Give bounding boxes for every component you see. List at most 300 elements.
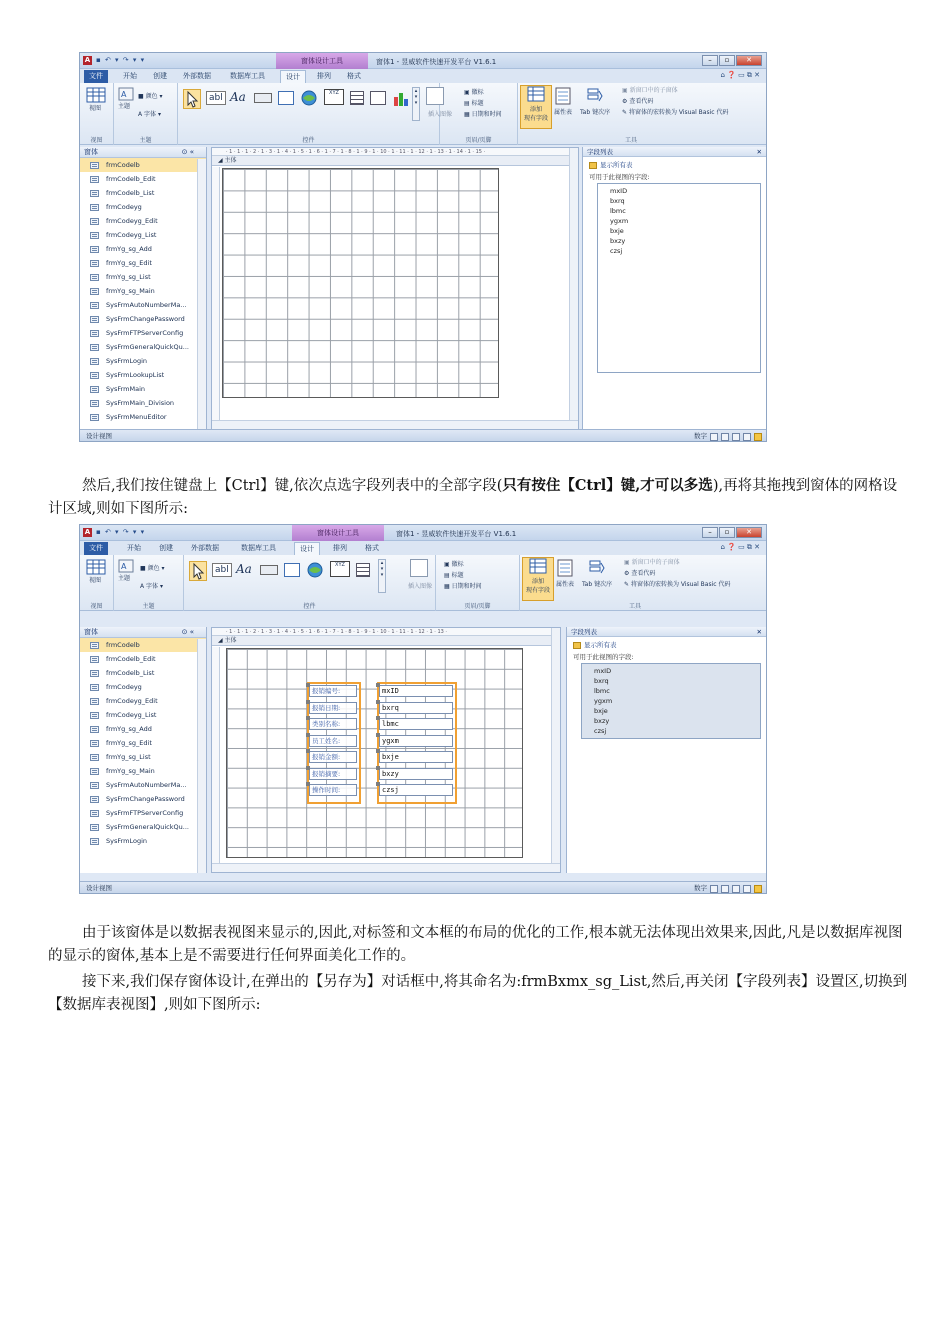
access-app-icon: A	[84, 528, 91, 536]
nav-scrollbar[interactable]	[197, 639, 206, 873]
nav-item-form[interactable]	[80, 764, 206, 778]
tab-home[interactable]: 开始	[123, 72, 137, 80]
add-fields-label-1: 添加	[529, 106, 542, 113]
field-textbox-control[interactable]: bxje	[379, 751, 453, 763]
nav-list	[80, 638, 206, 848]
quick-access-toolbar[interactable]: ▪ ↶ ▾ ↷ ▾ ▾	[96, 56, 146, 64]
list-control-icon[interactable]	[356, 563, 370, 577]
view-button[interactable]	[86, 559, 106, 584]
nav-item-form[interactable]	[80, 694, 206, 708]
field-label-control[interactable]: 报销摘要:	[309, 768, 357, 780]
vertical-ruler	[212, 647, 220, 863]
nav-item-label: SysFrmFTPServerConfig	[106, 329, 184, 337]
pointer-icon	[184, 90, 200, 108]
form-icon	[90, 162, 99, 169]
field-label-control[interactable]: 报销编号:	[309, 685, 357, 697]
view-icon	[86, 87, 106, 103]
nav-item-form[interactable]	[80, 298, 206, 312]
field-label-control[interactable]: 报销金额:	[309, 751, 357, 763]
textbox-control-button[interactable]: abl	[206, 91, 226, 105]
field-list-item[interactable]: bxrq	[594, 677, 609, 685]
button-control-icon[interactable]	[254, 93, 272, 103]
nav-item-label: frmYg_sg_List	[106, 273, 151, 281]
nav-item-label: SysFrmChangePassword	[106, 315, 185, 323]
label-move-handle[interactable]	[306, 700, 310, 704]
minimize-icon[interactable]: –	[702, 55, 718, 66]
form-icon	[90, 642, 99, 649]
tab-database-tools[interactable]: 数据库工具	[241, 544, 276, 552]
colors-label: 颜色	[145, 93, 158, 100]
design-vertical-scrollbar[interactable]	[569, 148, 578, 420]
nav-item-form[interactable]	[80, 708, 206, 722]
logo-button[interactable]	[464, 87, 484, 96]
design-vertical-scrollbar[interactable]	[551, 628, 560, 863]
convert-macros-label: 将窗体的宏转换为 Visual Basic 代码	[628, 109, 729, 116]
design-grid[interactable]	[222, 168, 499, 398]
quick-access-toolbar[interactable]: ▪ ↶ ▾ ↷ ▾ ▾	[96, 528, 146, 536]
field-list-item[interactable]: mxID	[610, 187, 628, 195]
controls-more-icon[interactable]: ▴ ▾ ▾	[412, 87, 420, 121]
title-label: 标题	[471, 100, 484, 107]
textbox-move-handle[interactable]	[376, 766, 380, 770]
help-icon[interactable]: ⌂ ❓ ▭ ⧉ ✕	[720, 543, 760, 551]
form-icon	[90, 372, 99, 379]
tools-group-label: 工具	[628, 603, 641, 610]
tab-database-tools[interactable]: 数据库工具	[230, 72, 265, 80]
close-icon[interactable]: ✕	[736, 55, 762, 66]
textbox-move-handle[interactable]	[376, 683, 380, 687]
section-icon: ◢	[218, 637, 225, 644]
nav-item-form[interactable]	[80, 778, 206, 792]
ribbon-tabs	[80, 541, 766, 555]
option-group-control-button[interactable]: XYZ	[324, 89, 344, 105]
themes-button[interactable]	[118, 87, 134, 110]
layout-view-icon[interactable]	[732, 885, 740, 893]
button-control-icon[interactable]	[260, 565, 278, 575]
nav-item-form[interactable]	[80, 228, 206, 242]
title-bar	[80, 53, 766, 69]
nav-item-label: SysFrmChangePassword	[106, 795, 185, 803]
detail-section-bar[interactable]	[212, 636, 560, 646]
select-pointer-button[interactable]	[189, 561, 207, 581]
field-list-item[interactable]: mxID	[594, 667, 612, 675]
field-textbox-control[interactable]: bxrq	[379, 702, 453, 714]
title-button[interactable]	[444, 570, 464, 579]
section-icon: ◢	[218, 157, 225, 164]
views-group-label: 视图	[90, 603, 103, 610]
nav-item-label: frmYg_sg_Main	[106, 287, 155, 295]
field-label-control[interactable]: 员工姓名:	[309, 735, 357, 747]
nav-item-form[interactable]	[80, 820, 206, 834]
form-design-surface	[211, 627, 561, 873]
field-textbox-control[interactable]: mxID	[379, 685, 453, 697]
tab-order-button[interactable]	[582, 559, 612, 588]
form-icon	[90, 712, 99, 719]
nav-item-label: frmCodelb_List	[106, 189, 155, 197]
tab-format[interactable]: 格式	[347, 72, 361, 80]
tab-order-label: Tab 键次序	[582, 581, 613, 588]
insert-image-label[interactable]: 插入图像	[408, 583, 433, 590]
nav-item-label: SysFrmLogin	[106, 837, 148, 845]
subform-button[interactable]	[624, 557, 680, 566]
tab-order-icon	[587, 87, 603, 105]
textbox-move-handle[interactable]	[376, 733, 380, 737]
vertical-ruler	[212, 167, 220, 420]
nav-item-label: SysFrmMain_Division	[106, 399, 175, 407]
form-icon	[90, 810, 99, 817]
nav-pane-header[interactable]	[80, 627, 206, 638]
svg-text:A: A	[121, 90, 127, 99]
nav-item-label: SysFrmMain	[106, 385, 146, 393]
design-view-icon[interactable]	[754, 433, 762, 441]
datasheet-view-icon[interactable]	[721, 433, 729, 441]
layout-view-icon[interactable]	[732, 433, 740, 441]
show-tables-icon	[573, 642, 581, 649]
field-list-item[interactable]: bxje	[610, 227, 624, 235]
design-horizontal-scrollbar[interactable]	[212, 420, 578, 429]
nav-item-form[interactable]	[80, 750, 206, 764]
nav-item-form[interactable]	[80, 638, 206, 652]
nav-item-form[interactable]	[80, 410, 206, 424]
form-icon	[90, 824, 99, 831]
form-icon	[90, 796, 99, 803]
nav-item-form[interactable]	[80, 834, 206, 848]
label-move-handle[interactable]	[306, 782, 310, 786]
form-view-icon[interactable]	[710, 433, 718, 441]
insert-image-label[interactable]: 插入图像	[428, 111, 453, 118]
show-all-tables-link[interactable]	[583, 157, 767, 169]
design-horizontal-scrollbar[interactable]	[212, 863, 560, 872]
fonts-button[interactable]: A 字体 ▾	[138, 111, 161, 118]
chevron-down-icon[interactable]: ⊙ «	[181, 628, 194, 636]
nav-item-form[interactable]	[80, 722, 206, 736]
tab-order-label: Tab 键次序	[580, 109, 611, 116]
tab-order-button[interactable]	[580, 87, 610, 116]
help-icon[interactable]: ⌂ ❓ ▭ ⧉ ✕	[720, 71, 760, 79]
field-list-box[interactable]	[581, 663, 761, 739]
nav-item-form[interactable]	[80, 806, 206, 820]
field-list-title: 字段列表	[571, 628, 597, 636]
nav-item-label: frmYg_sg_Edit	[106, 259, 152, 267]
datetime-button[interactable]	[464, 109, 502, 118]
datetime-button[interactable]	[444, 581, 482, 590]
nav-item-form[interactable]	[80, 312, 206, 326]
insert-image-icon[interactable]	[426, 87, 444, 105]
group-views	[80, 555, 114, 611]
field-textbox-control[interactable]: bxzy	[379, 768, 453, 780]
view-code-label: 查看代码	[631, 570, 656, 577]
add-fields-icon	[527, 86, 545, 102]
form-view-icon[interactable]	[710, 885, 718, 893]
label-move-handle[interactable]	[306, 716, 310, 720]
field-list-item[interactable]: bxje	[594, 707, 608, 715]
tab-control-icon[interactable]	[284, 563, 300, 577]
themes-button[interactable]	[118, 559, 134, 582]
field-list-item[interactable]: ygxm	[594, 697, 613, 705]
field-list-item[interactable]: bxrq	[610, 197, 625, 205]
datetime-label: 日期和时间	[471, 111, 502, 118]
nav-item-form[interactable]	[80, 172, 206, 186]
numlock-indicator: 数字	[694, 432, 707, 440]
p1-text-bold: 只有按住【Ctrl】键,才可以多选	[502, 477, 713, 494]
convert-macros-label: 将窗体的宏转换为 Visual Basic 代码	[630, 581, 731, 588]
textbox-move-handle[interactable]	[376, 716, 380, 720]
nav-item-form[interactable]	[80, 326, 206, 340]
view-code-label: 查看代码	[629, 98, 654, 105]
detail-section-bar[interactable]	[212, 156, 578, 166]
nav-pane-title: 窗体	[84, 148, 98, 156]
field-list-item[interactable]: czsj	[594, 727, 607, 735]
nav-item-form[interactable]	[80, 396, 206, 410]
convert-macros-button[interactable]	[624, 579, 730, 588]
property-sheet-label: 属性表	[556, 581, 575, 588]
themes-icon	[118, 87, 134, 101]
tab-create[interactable]: 创建	[159, 544, 173, 552]
field-label-control[interactable]: 报销日期:	[309, 702, 357, 714]
subform-label: 新窗口中的子窗体	[631, 559, 680, 566]
access-window-screenshot-2	[79, 524, 767, 894]
textbox-move-handle[interactable]	[376, 749, 380, 753]
nav-item-form[interactable]	[80, 736, 206, 750]
add-existing-fields-button[interactable]	[520, 85, 552, 129]
controls-group-label: 控件	[302, 137, 315, 144]
group-views	[80, 83, 114, 145]
nav-pane-title: 窗体	[84, 628, 98, 636]
form-icon	[90, 330, 99, 337]
nav-item-label: frmYg_sg_Edit	[106, 739, 152, 747]
label-move-handle[interactable]	[306, 733, 310, 737]
status-view-name: 设计视图	[86, 432, 112, 440]
close-icon[interactable]: ✕	[756, 148, 762, 156]
nav-item-label: frmYg_sg_List	[106, 753, 151, 761]
tab-format[interactable]: 格式	[365, 544, 379, 552]
nav-item-form[interactable]	[80, 652, 206, 666]
logo-label: 徽标	[451, 561, 464, 568]
show-tables-icon	[589, 162, 597, 169]
nav-item-form[interactable]	[80, 186, 206, 200]
tab-external-data[interactable]: 外部数据	[191, 544, 219, 552]
field-list-header	[583, 147, 767, 157]
svg-text:A: A	[121, 562, 127, 571]
form-icon	[90, 698, 99, 705]
field-label-control[interactable]: 类别名称:	[309, 718, 357, 730]
tab-order-icon	[589, 559, 605, 577]
fonts-button[interactable]: A 字体 ▾	[140, 583, 163, 590]
nav-item-label: frmCodelb	[106, 161, 140, 169]
nav-item-form[interactable]	[80, 792, 206, 806]
tab-control-icon[interactable]	[278, 91, 294, 105]
form-icon	[90, 344, 99, 351]
colors-button[interactable]: ■ 颜色 ▾	[138, 93, 163, 100]
form-icon	[90, 754, 99, 761]
tab-design[interactable]: 设计	[280, 70, 306, 83]
label-control-button[interactable]: Aa	[236, 562, 252, 576]
select-pointer-button[interactable]	[183, 89, 201, 109]
property-sheet-icon	[557, 559, 573, 577]
pivot-view-icon[interactable]	[743, 433, 751, 441]
group-themes	[114, 555, 184, 611]
view-code-icon: ⚙	[622, 98, 628, 105]
tab-create[interactable]: 创建	[153, 72, 167, 80]
group-tools	[520, 555, 750, 611]
tab-design[interactable]: 设计	[294, 542, 320, 555]
ribbon	[80, 555, 766, 611]
nav-item-form[interactable]	[80, 270, 206, 284]
convert-macros-icon: ✎	[624, 581, 630, 588]
tab-external-data[interactable]: 外部数据	[183, 72, 211, 80]
nav-item-label: frmCodeyg_List	[106, 231, 157, 239]
window-controls	[702, 55, 762, 66]
navigation-pane	[80, 627, 207, 873]
field-list-item[interactable]: bxzy	[610, 237, 626, 245]
status-view-name: 设计视图	[86, 884, 112, 892]
option-group-control-button[interactable]: XYZ	[330, 561, 350, 577]
nav-item-form[interactable]	[80, 158, 206, 172]
tab-home[interactable]: 开始	[127, 544, 141, 552]
field-textbox-control[interactable]: czsj	[379, 784, 453, 796]
view-code-button[interactable]	[622, 96, 653, 105]
datetime-icon: ▦	[444, 583, 450, 590]
add-fields-label-2: 现有字段	[525, 587, 550, 594]
design-view-icon[interactable]	[754, 885, 762, 893]
field-textbox-control[interactable]: lbmc	[379, 718, 453, 730]
paragraph-drag-fields	[48, 474, 908, 521]
field-list-item[interactable]: lbmc	[610, 207, 626, 215]
controls-more-icon[interactable]: ▴ ▾ ▾	[378, 559, 386, 593]
title-button[interactable]	[464, 98, 484, 107]
ribbon-tabs	[80, 69, 766, 83]
label-move-handle[interactable]	[306, 749, 310, 753]
window-title: 窗体1 - 昱威软件快速开发平台 V1.6.1	[396, 530, 517, 538]
list-control-icon[interactable]	[350, 91, 364, 105]
hyperlink-control-icon[interactable]	[306, 561, 324, 581]
numlock-indicator: 数字	[694, 884, 707, 892]
nav-item-label: SysFrmLookupList	[106, 371, 165, 379]
form-icon	[90, 400, 99, 407]
nav-item-form[interactable]	[80, 200, 206, 214]
form-icon	[90, 726, 99, 733]
minimize-icon[interactable]: –	[702, 527, 718, 538]
nav-item-label: frmYg_sg_Main	[106, 767, 155, 775]
add-existing-fields-button[interactable]	[522, 557, 554, 601]
close-icon[interactable]: ✕	[736, 527, 762, 538]
nav-item-form[interactable]	[80, 680, 206, 694]
field-list-box[interactable]	[597, 183, 761, 373]
listbox-control-icon[interactable]	[370, 91, 386, 105]
datetime-label: 日期和时间	[451, 583, 482, 590]
textbox-move-handle[interactable]	[376, 782, 380, 786]
form-icon	[90, 414, 99, 421]
field-list-item[interactable]: ygxm	[610, 217, 629, 225]
label-control-button[interactable]: Aa	[230, 90, 246, 104]
nav-item-form[interactable]	[80, 382, 206, 396]
nav-item-label: frmCodelb_List	[106, 669, 155, 677]
nav-pane-header[interactable]	[80, 147, 206, 158]
nav-item-form[interactable]	[80, 354, 206, 368]
nav-item-label: SysFrmAutoNumberMa...	[106, 781, 187, 789]
convert-macros-button[interactable]	[622, 107, 728, 116]
tab-arrange[interactable]: 排列	[333, 544, 347, 552]
context-tab-form-design-tools: 窗体设计工具	[292, 525, 384, 541]
window-controls	[702, 527, 762, 538]
nav-item-form[interactable]	[80, 666, 206, 680]
field-list-item[interactable]: lbmc	[594, 687, 610, 695]
themes-label: 主题	[118, 103, 131, 110]
form-icon	[90, 176, 99, 183]
tab-arrange[interactable]: 排列	[317, 72, 331, 80]
nav-item-form[interactable]	[80, 284, 206, 298]
field-list-item[interactable]: bxzy	[594, 717, 610, 725]
themes-icon	[118, 559, 134, 573]
field-list-item[interactable]: czsj	[610, 247, 623, 255]
datasheet-view-icon[interactable]	[721, 885, 729, 893]
nav-item-form[interactable]	[80, 340, 206, 354]
tab-file[interactable]: 文件	[84, 542, 108, 555]
textbox-move-handle[interactable]	[376, 700, 380, 704]
textbox-control-button[interactable]: abl	[212, 563, 232, 577]
logo-button[interactable]	[444, 559, 464, 568]
tab-file[interactable]: 文件	[84, 70, 108, 83]
pivot-view-icon[interactable]	[743, 885, 751, 893]
view-label: 视图	[89, 577, 102, 584]
chevron-down-icon[interactable]: ⊙ «	[181, 148, 194, 156]
view-code-button[interactable]	[624, 568, 655, 577]
insert-image-icon[interactable]	[410, 559, 428, 577]
nav-item-label: frmCodeyg_Edit	[106, 697, 158, 705]
form-icon	[90, 302, 99, 309]
p2-text: 由于该窗体是以数据表视图来显示的,因此,对标签和文本框的布局的优化的工作,根本就无法体现出效果来,因此,凡是以数据库视图的显示的窗体,基本上是不需要进行任何界面美化工作的。	[48, 925, 903, 964]
nav-item-form[interactable]	[80, 214, 206, 228]
subform-icon: ▣	[624, 559, 630, 566]
navigation-pane	[80, 147, 207, 430]
themes-label: 主题	[118, 575, 131, 582]
field-label-control[interactable]: 操作时间:	[309, 784, 357, 796]
nav-item-label: frmCodeyg_Edit	[106, 217, 158, 225]
subform-button[interactable]	[622, 85, 678, 94]
pointer-icon	[190, 562, 206, 580]
hyperlink-control-icon[interactable]	[300, 89, 318, 109]
form-icon	[90, 768, 99, 775]
fonts-icon: A	[140, 583, 145, 590]
form-icon	[90, 288, 99, 295]
nav-item-form[interactable]	[80, 242, 206, 256]
label-move-handle[interactable]	[306, 683, 310, 687]
label-move-handle[interactable]	[306, 766, 310, 770]
maximize-icon[interactable]: ▫	[719, 55, 735, 66]
close-icon[interactable]: ✕	[756, 628, 762, 636]
colors-button[interactable]: ■ 颜色 ▾	[140, 565, 165, 572]
nav-list	[80, 158, 206, 424]
design-grid[interactable]	[226, 648, 523, 858]
form-icon	[90, 656, 99, 663]
nav-item-form[interactable]	[80, 256, 206, 270]
form-design-surface	[211, 147, 579, 430]
paragraph-save-form	[48, 971, 908, 1017]
title-bar	[80, 525, 766, 541]
field-textbox-control[interactable]: ygxm	[379, 735, 453, 747]
horizontal-ruler: · 1 · 1 · 1 · 2 · 1 · 3 · 1 · 4 · 1 · 5 · 1 · 6 · 1 · 7 · 1 · 8 · 1 · 9 · 1 · 10 · 1 · 11 · 1 · 12 · 1 · 13 · 1 · 14 · 1 · 15 ·	[212, 148, 578, 156]
fonts-label: 字体	[144, 111, 157, 118]
view-button[interactable]	[86, 87, 106, 112]
property-sheet-button[interactable]	[554, 87, 572, 116]
nav-scrollbar[interactable]	[197, 159, 206, 430]
show-all-tables-link[interactable]	[567, 637, 767, 649]
maximize-icon[interactable]: ▫	[719, 527, 735, 538]
property-sheet-button[interactable]	[556, 559, 574, 588]
nav-item-form[interactable]	[80, 368, 206, 382]
form-icon	[90, 782, 99, 789]
chart-control-icon[interactable]	[392, 89, 410, 109]
